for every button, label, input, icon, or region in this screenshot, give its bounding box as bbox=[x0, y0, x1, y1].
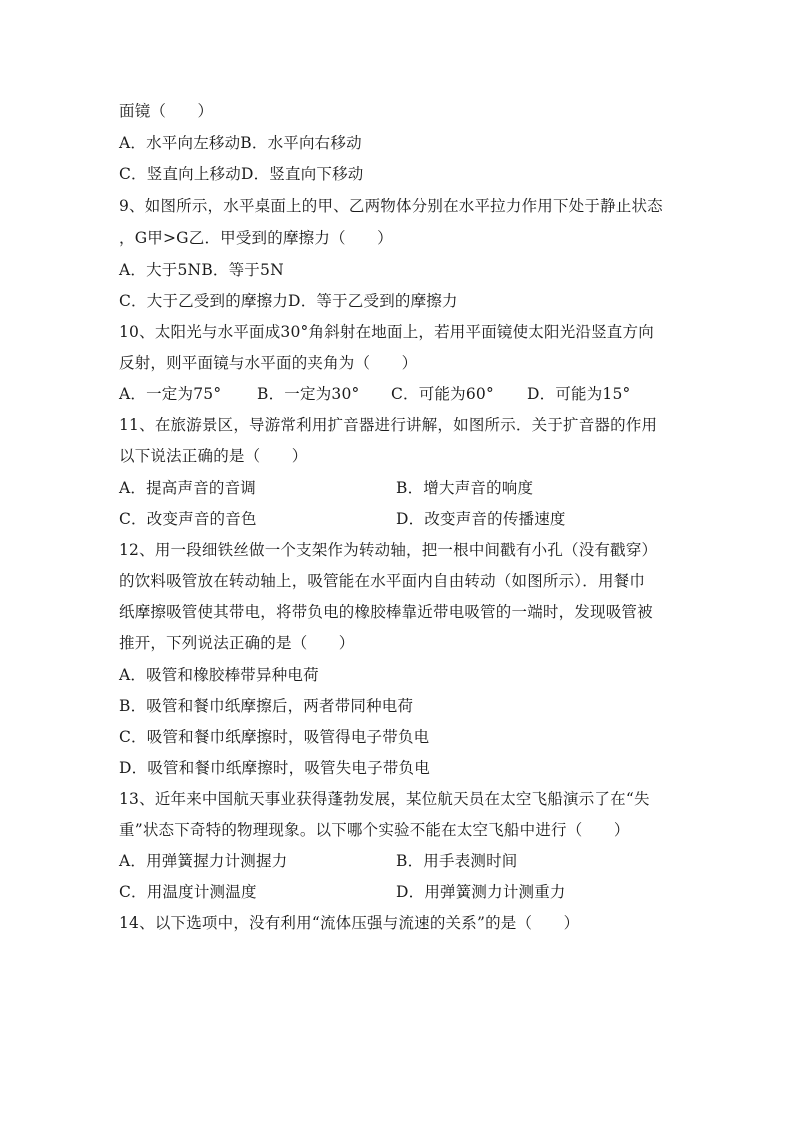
question-10-stem-line1: 10、太阳光与水平面成30°角斜射在地面上，若用平面镜使太阳光沿竖直方向 bbox=[119, 323, 654, 341]
question-12-stem-line3: 纸摩擦吸管使其带电，将带负电的橡胶棒靠近带电吸管的一端时，发现吸管被 bbox=[119, 603, 653, 621]
question-9-stem-line1: 9、如图所示，水平桌面上的甲、乙两物体分别在水平拉力作用下处于静止状态 bbox=[119, 197, 663, 215]
question-12-option-c: C．吸管和餐巾纸摩擦时，吸管得电子带负电 bbox=[119, 728, 430, 746]
question-10-stem-line2: 反射，则平面镜与水平面的夹角为（ ） bbox=[119, 354, 418, 372]
question-9-options-ab: A．大于5NB．等于5N bbox=[119, 261, 284, 279]
question-13-option-b: B．用手表测时间 bbox=[396, 852, 518, 870]
question-12-option-d: D．吸管和餐巾纸摩擦时，吸管失电子带负电 bbox=[119, 759, 430, 777]
question-11-option-a: A．提高声音的音调 bbox=[119, 479, 256, 497]
question-13-option-c: C．用温度计测温度 bbox=[119, 883, 257, 901]
question-13-option-a: A．用弹簧握力计测握力 bbox=[119, 852, 288, 870]
question-9-options-cd: C．大于乙受到的摩擦力D．等于乙受到的摩擦力 bbox=[119, 292, 458, 310]
question-11-stem-line2: 以下说法正确的是（ ） bbox=[119, 447, 308, 465]
question-11-option-b: B．增大声音的响度 bbox=[396, 479, 534, 497]
question-11-option-d: D．改变声音的传播速度 bbox=[396, 510, 566, 528]
question-12-option-a: A．吸管和橡胶棒带异种电荷 bbox=[119, 666, 319, 684]
question-8-continuation: 面镜（ ） bbox=[119, 102, 214, 120]
question-13-stem-line2: 重”状态下奇特的物理现象。以下哪个实验不能在太空飞船中进行（ ） bbox=[119, 821, 630, 839]
question-12-stem-line2: 的饮料吸管放在转动轴上，吸管能在水平面内自由转动（如图所示）．用餐巾 bbox=[119, 572, 646, 590]
question-13-stem-line1: 13、近年来中国航天事业获得蓬勃发展，某位航天员在太空飞船演示了在“失 bbox=[119, 790, 650, 808]
question-11-stem-line1: 11、在旅游景区，导游常利用扩音器进行讲解，如图所示．关于扩音器的作用 bbox=[119, 416, 658, 434]
question-14-stem: 14、以下选项中，没有利用“流体压强与流速的关系”的是（ ） bbox=[119, 914, 580, 932]
question-10-option-b: B．一定为30° bbox=[257, 385, 360, 403]
question-8-options-ab: A．水平向左移动B．水平向右移动 bbox=[119, 134, 362, 152]
question-12-stem-line1: 12、用一段细铁丝做一个支架作为转动轴，把一根中间戳有小孔（没有戳穿） bbox=[119, 541, 658, 559]
question-13-option-d: D．用弹簧测力计测重力 bbox=[396, 883, 566, 901]
question-10-option-d: D．可能为15° bbox=[527, 385, 631, 403]
question-12-stem-line4: 推开，下列说法正确的是（ ） bbox=[119, 634, 355, 652]
question-10-option-a: A．一定为75° bbox=[119, 385, 222, 403]
question-10-option-c: C．可能为60° bbox=[391, 385, 494, 403]
question-9-stem-line2: ，G甲>G乙．甲受到的摩擦力（ ） bbox=[119, 229, 393, 247]
question-11-option-c: C．改变声音的音色 bbox=[119, 510, 257, 528]
question-8-options-cd: C．竖直向上移动D．竖直向下移动 bbox=[119, 165, 364, 183]
question-12-option-b: B．吸管和餐巾纸摩擦后，两者带同种电荷 bbox=[119, 697, 414, 715]
